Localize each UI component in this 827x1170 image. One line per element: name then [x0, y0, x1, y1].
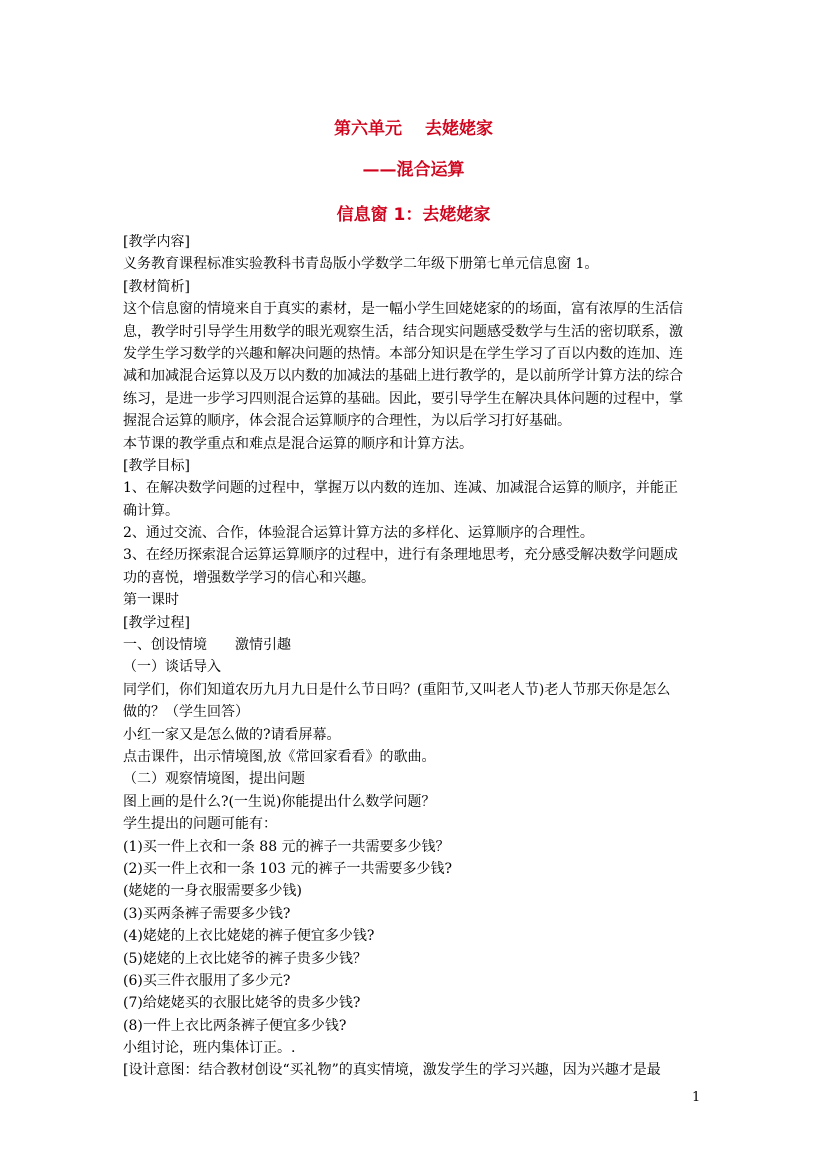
- text-line: [教材简析]: [123, 278, 190, 295]
- text-line: 第一课时: [123, 592, 179, 609]
- text-line: [教学过程]: [123, 614, 190, 631]
- text-line: (4)姥姥的上衣比姥姥的裤子便宜多少钱?: [123, 928, 375, 945]
- info-window-title: 信息窗 1：去姥姥家: [336, 205, 491, 225]
- text-line: 这个信息窗的情境来自于真实的素材，是一幅小学生回姥姥家的的场面，富有浓厚的生活信: [123, 301, 683, 318]
- text-line: 一、创设情境 激情引趣: [123, 637, 291, 654]
- text-line: (6)买三件衣服用了多少元?: [123, 972, 291, 989]
- text-line: 发学生学习数学的兴趣和解决问题的热情。本部分知识是在学生学习了百以内数的连加、连: [123, 345, 683, 362]
- lesson-subtitle: ——混合运算: [362, 160, 465, 180]
- text-line: (2)买一件上衣和一条 103 元的裤子一共需要多少钱?: [123, 860, 452, 877]
- text-line: 点击课件，出示情境图,放《常回家看看》的歌曲。: [123, 748, 436, 765]
- text-line: (7)给姥姥买的衣服比姥爷的贵多少钱?: [123, 995, 361, 1012]
- text-line: 图上画的是什么?(一生说)你能提出什么数学问题？: [123, 793, 436, 810]
- text-line: 3、在经历探索混合运算运算顺序的过程中，进行有条理地思考，充分感受解决数学问题成: [123, 547, 678, 564]
- text-line: 确计算。: [123, 502, 179, 519]
- text-line: (姥姥的一身衣服需要多少钱): [123, 883, 302, 900]
- text-line: 义务教育课程标准实验教科书青岛版小学数学二年级下册第七单元信息窗 1。: [123, 256, 599, 273]
- text-line: （一）谈话导入: [123, 659, 221, 676]
- text-line: 本节课的教学重点和难点是混合运算的顺序和计算方法。: [123, 435, 473, 452]
- text-line: (5)姥姥的上衣比姥爷的裤子贵多少钱？: [123, 950, 367, 967]
- text-line: 小组讨论，班内集体订正。.: [123, 1040, 296, 1057]
- text-line: 减和加减混合运算以及万以内数的加减法的基础上进行教学的，是以前所学计算方法的综合: [123, 368, 683, 385]
- text-line: 学生提出的问题可能有：: [123, 816, 277, 833]
- text-line: （二）观察情境图，提出问题: [123, 771, 305, 788]
- text-line: 握混合运算的顺序，体会混合运算顺序的合理性，为以后学习打好基础。: [123, 413, 571, 430]
- text-line: 同学们，你们知道农历九月九日是什么节日吗？(重阳节,又叫老人节)老人节那天你是怎么: [123, 681, 671, 698]
- text-line: (3)买两条裤子需要多少钱?: [123, 905, 291, 922]
- text-line: (8)一件上衣比两条裤子便宜多少钱?: [123, 1017, 347, 1034]
- text-line: 功的喜悦，增强数学学习的信心和兴趣。: [123, 569, 375, 586]
- document-body: [123, 231, 708, 1082]
- text-line: 小红一家又是怎么做的?请看屏幕。: [123, 726, 341, 743]
- text-line: (1)买一件上衣和一条 88 元的裤子一共需要多少钱？: [123, 838, 450, 855]
- text-line: 2、通过交流、合作，体验混合运算计算方法的多样化、运算顺序的合理性。: [123, 525, 594, 542]
- text-line: 1、在解决数学问题的过程中，掌握万以内数的连加、连减、加减混合运算的顺序，并能正: [123, 480, 678, 497]
- text-line: 息，教学时引导学生用数学的眼光观察生活，结合现实问题感受数学与生活的密切联系，激: [123, 323, 683, 340]
- text-line: [教学内容]: [123, 234, 190, 250]
- text-line: 做的？（学生回答）: [123, 704, 249, 721]
- text-line: [设计意图：结合教材创设“买礼物”的真实情境，激发学生的学习兴趣，因为兴趣才是最: [123, 1062, 661, 1079]
- text-line: 练习，是进一步学习四则混合运算的基础。因此，要引导学生在解决具体问题的过程中，掌: [123, 390, 683, 407]
- unit-title: 第六单元 去姥姥家: [334, 119, 493, 139]
- page-number: 1: [692, 1090, 701, 1105]
- text-line: [教学目标]: [123, 457, 190, 474]
